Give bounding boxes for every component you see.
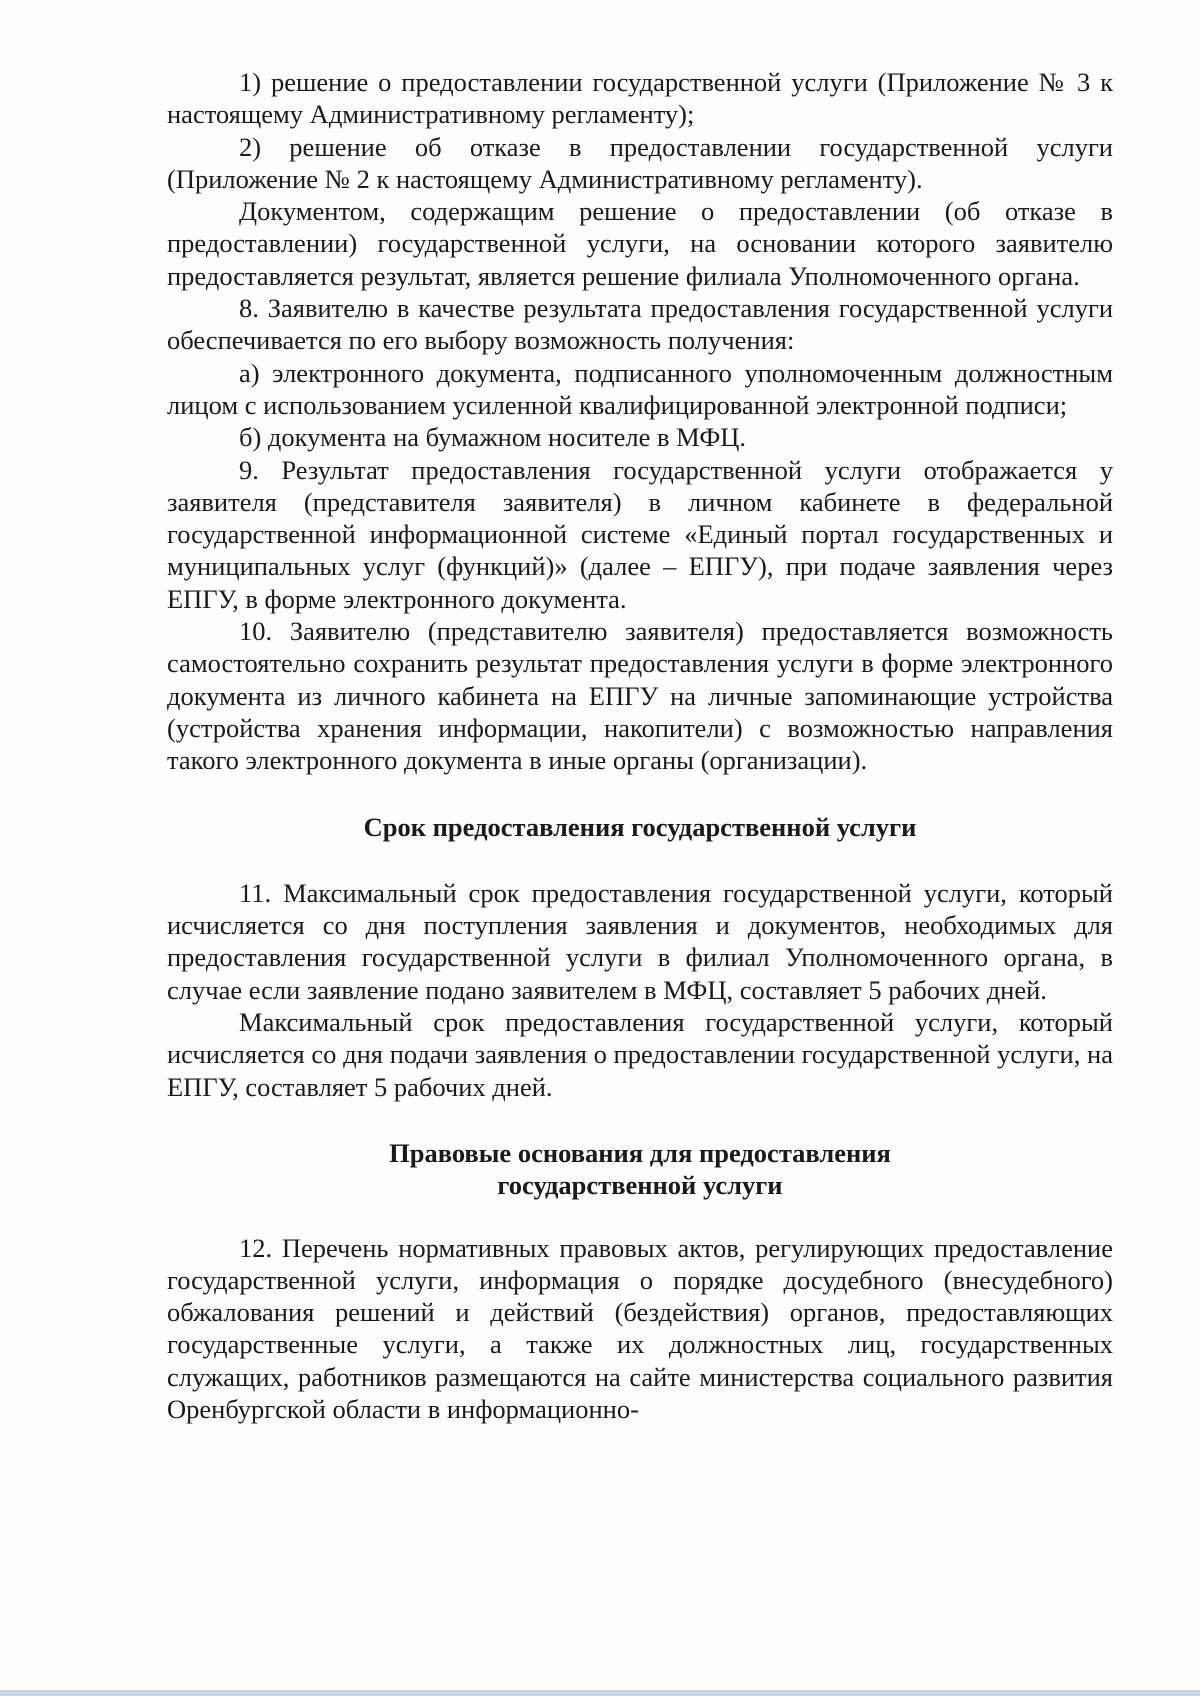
heading-legal-line-2: государственной услуги — [497, 1170, 783, 1201]
document-body — [167, 66, 1113, 1425]
paragraph-item-11: 11. Максимальный срок предоставления государственной услуги, который исчисляется со дня поступления заявления и документов, необходимых для предоставления государственной услуги в филиал Уполномоченного органа, в случае если заявление подано заявителем в МФЦ, составляет 5 рабочих дней. — [167, 877, 1113, 1005]
paragraph-item-8: 8. Заявителю в качестве результата предоставления государственной услуги обеспечивается по его выбору возможность получения: — [167, 293, 1113, 356]
heading-term: Срок предоставления государственной услуги — [363, 811, 917, 842]
paragraph-item-8b: б) документа на бумажном носителе в МФЦ. — [239, 422, 747, 453]
paragraph-item-9: 9. Результат предоставления государственной услуги отображается у заявителя (представителя заявителя) в личном кабинете в федеральной государственной информационной системе «Единый портал государственных и муниципальных услуг (функций)» (далее – ЕПГУ), при подаче заявления через ЕПГУ, в форме электронного документа. — [167, 454, 1113, 614]
paragraph-result-2: 2) решение об отказе в предоставлении государственной услуги (Приложение № 2 к настоящему Административному регламенту). — [167, 131, 1113, 194]
heading-legal-basis — [167, 1137, 1113, 1202]
paragraph-result-document: Документом, содержащим решение о предоставлении (об отказе в предоставлении) государственной услуги, на основании которого заявителю предоставляется результат, является решение филиала Уполномоченного органа. — [167, 196, 1113, 291]
heading-legal-line-1: Правовые основания для предоставления — [389, 1137, 891, 1168]
paragraph-result-1: 1) решение о предоставлении государственной услуги (Приложение № 3 к настоящему Административному регламенту); — [167, 67, 1113, 130]
paragraph-item-8a: а) электронного документа, подписанного уполномоченным должностным лицом с использованием усиленной квалифицированной электронной подписи; — [167, 357, 1113, 420]
paragraph-item-12: 12. Перечень нормативных правовых актов, регулирующих предоставление государственной услуги, информация о порядке досудебного (внесудебного) обжалования решений и действий (бездействия) органов, предоставляющих государственные услуги, а также их должностных лиц, государственных служащих, работников размещаются на сайте министерства социального развития Оренбургской области в информационно- — [167, 1232, 1113, 1424]
paragraph-item-10: 10. Заявителю (представителю заявителя) предоставляется возможность самостоятельно сохранить результат предоставления услуги в форме электронного документа из личного кабинета на ЕПГУ на личные запоминающие устройства (устройства хранения информации, накопители) с возможностью направления такого электронного документа в иные органы (организации). — [167, 616, 1113, 776]
scan-bottom-edge — [0, 1690, 1200, 1696]
paragraph-term-epgu: Максимальный срок предоставления государственной услуги, который исчисляется со дня подачи заявления о предоставлении государственной услуги, на ЕПГУ, составляет 5 рабочих дней. — [167, 1007, 1113, 1102]
